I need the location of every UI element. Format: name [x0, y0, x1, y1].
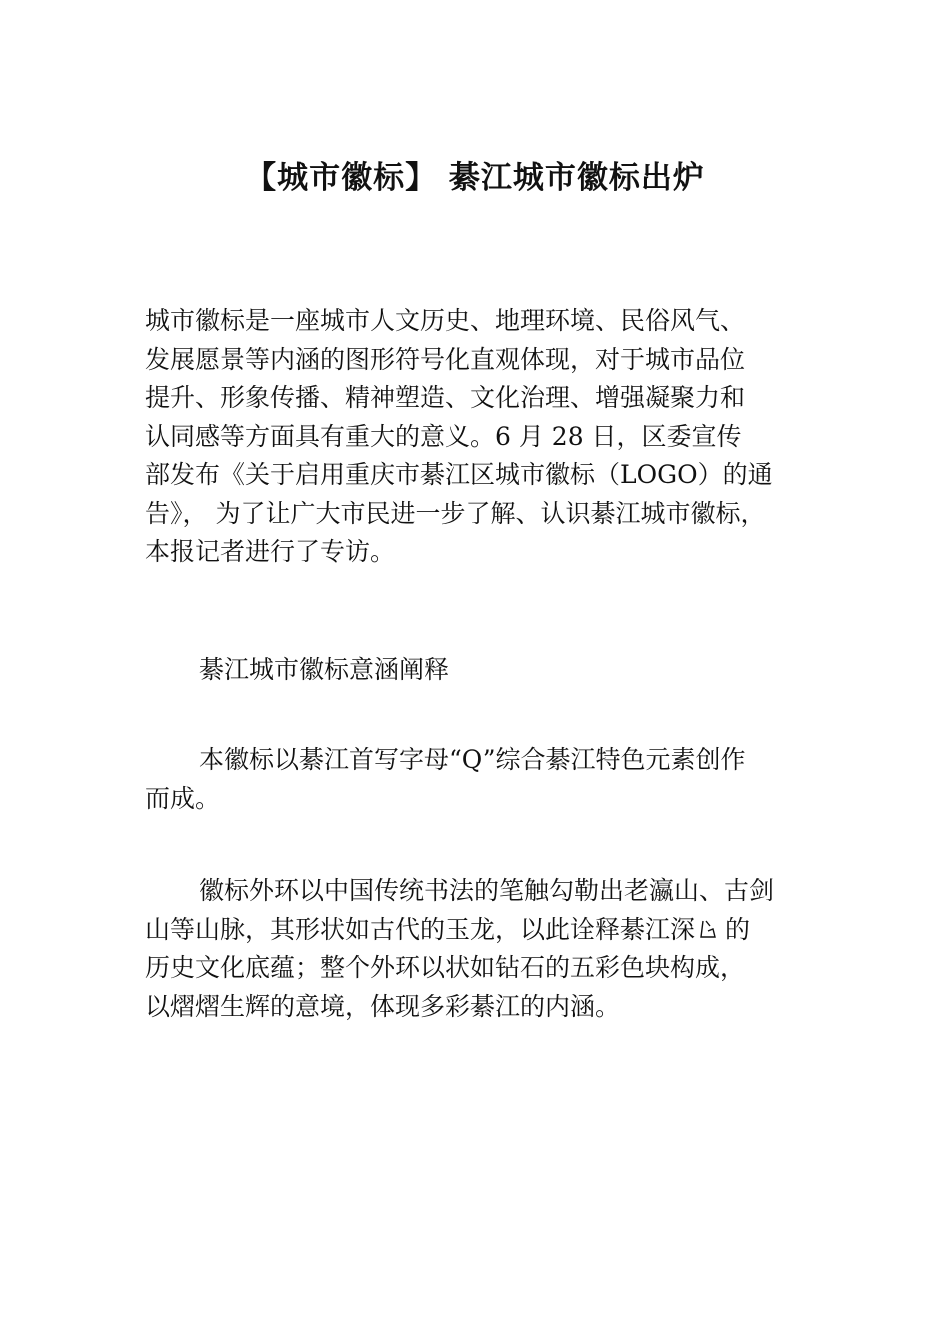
outer-ring-paragraph — [145, 872, 835, 1026]
paragraph-line-segment: 山等山脉，其形状如古代的玉龙，以此诠释綦江深 — [145, 914, 696, 944]
broken-glyph-icon — [697, 918, 719, 940]
intro-line: 告》， 为了让广大市民进一步了解、认识綦江城市徽标， — [145, 498, 766, 528]
section-heading-text: 綦江城市徽标意涵阐释 — [199, 655, 450, 684]
paragraph-line-with-glyph — [145, 911, 835, 950]
intro-paragraph — [145, 302, 835, 572]
paragraph-line: 本徽标以綦江首写字母“Q”综合綦江特色元素创作 — [199, 745, 746, 774]
intro-line: 城市徽标是一座城市人文历史、地理环境、民俗风气、 — [145, 306, 746, 335]
paragraph-line-segment: 的 — [725, 914, 751, 944]
paragraph-line: 历史文化底蕴；整个外环以状如钻石的五彩色块构成， — [145, 953, 746, 982]
logo-meaning-paragraph — [145, 741, 835, 818]
intro-line: 发展愿景等内涵的图形符号化直观体现，对于城市品位 — [145, 344, 746, 374]
section-heading — [145, 651, 835, 690]
intro-line: 提升、形象传播、精神塑造、文化治理、增强凝聚力和 — [145, 383, 746, 412]
paragraph-line: 而成。 — [145, 783, 221, 813]
document-title: 【城市徽标】 綦江城市徽标出炉 — [245, 160, 705, 196]
intro-line: 认同感等方面具有重大的意义。6 月 28 日，区委宣传 — [145, 421, 742, 451]
paragraph-line: 以熠熠生辉的意境，体现多彩綦江的内涵。 — [145, 991, 621, 1021]
intro-line: 本报记者进行了专访。 — [145, 537, 396, 566]
intro-line: 部发布《关于启用重庆市綦江区城市徽标（LOGO）的通 — [145, 460, 773, 489]
paragraph-line: 徽标外环以中国传统书法的笔触勾勒出老瀛山、古剑 — [199, 876, 775, 905]
